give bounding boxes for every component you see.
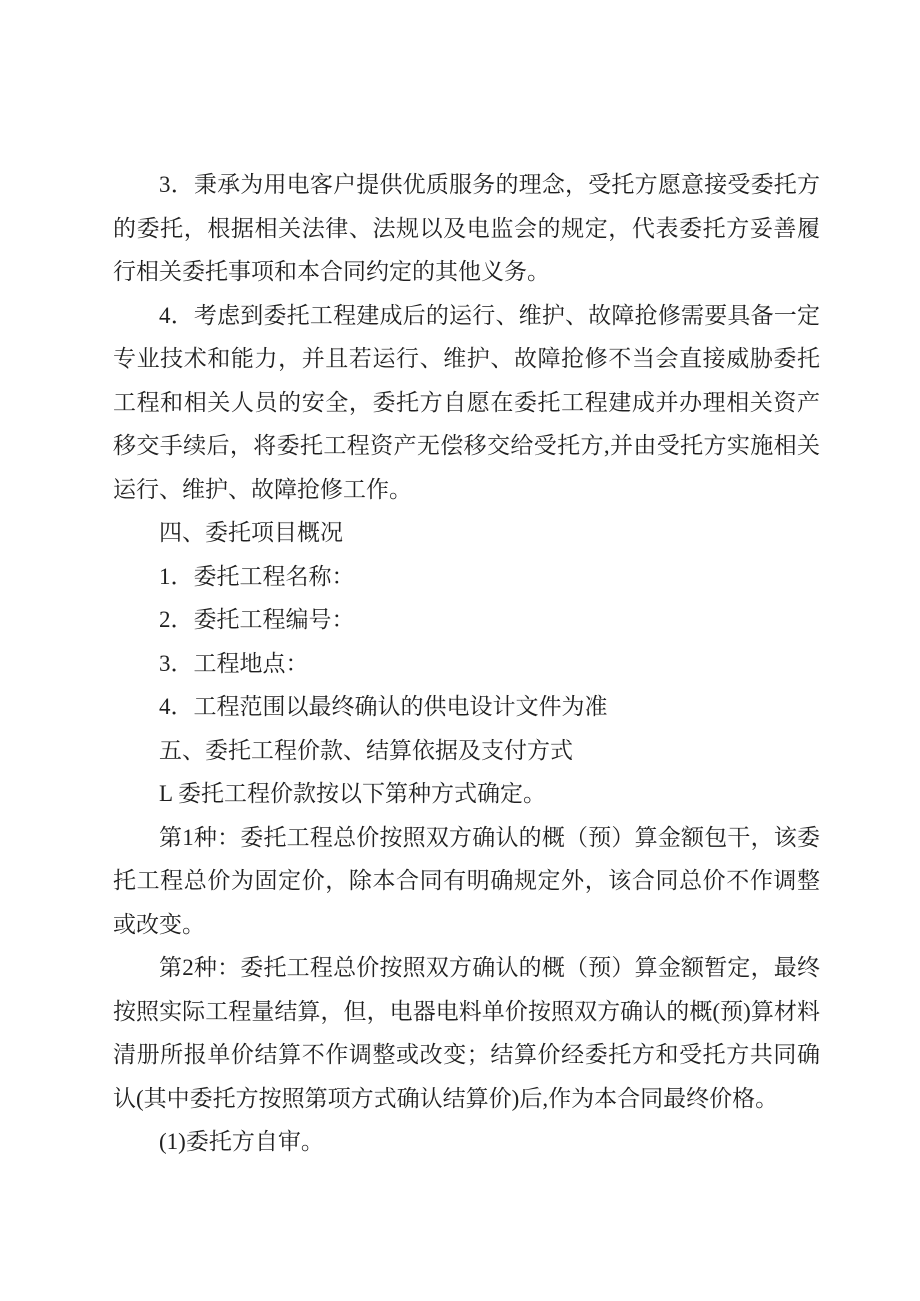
option-2: 第2种：委托工程总价按照双方确认的概（预）算金额暂定，最终按照实际工程量结算，但，电器电料单价按照双方确认的概(预)算材料清册所报单价结算不作调整或改变；结算价经委托方和受托方共同确认(其中委托方按照第项方式确认结算价)后,作为本合同最终价格。 <box>113 955 820 1111</box>
item-3-project-location: 3．工程地点： <box>159 650 309 676</box>
sub-item-1-self-review: (1)委托方自审。 <box>159 1129 324 1154</box>
clause-4: 4．考虑到委托工程建成后的运行、维护、故障抢修需要具备一定专业技术和能力，并且若运行、维护、故障抢修不当会直接威胁委托工程和相关人员的安全，委托方自愿在委托工程建成并办理相关资产移交手续后，将委托工程资产无偿移交给受托方,并由受托方实施相关运行、维护、故障抢修工作。 <box>113 302 820 502</box>
section-4-heading: 四、委托项目概况 <box>159 520 343 545</box>
item-2-project-number: 2．委托工程编号： <box>159 607 355 632</box>
clause-3: 3．秉承为用电客户提供优质服务的理念，受托方愿意接受委托方的委托，根据相关法律、法规以及电监会的规定，代表委托方妥善履行相关委托事项和本合同约定的其他义务。 <box>113 172 820 284</box>
section-5-heading: 五、委托工程价款、结算依据及支付方式 <box>159 737 573 763</box>
option-1: 第1种：委托工程总价按照双方确认的概（预）算金额包干，该委托工程总价为固定价，除本合同有明确规定外，该合同总价不作调整或改变。 <box>113 824 820 937</box>
item-4-project-scope: 4．工程范围以最终确认的供电设计文件为准 <box>159 694 608 719</box>
item-1-project-name: 1．委托工程名称： <box>159 563 355 589</box>
clause-5-1: L 委托工程价款按以下第种方式确定。 <box>159 781 546 806</box>
